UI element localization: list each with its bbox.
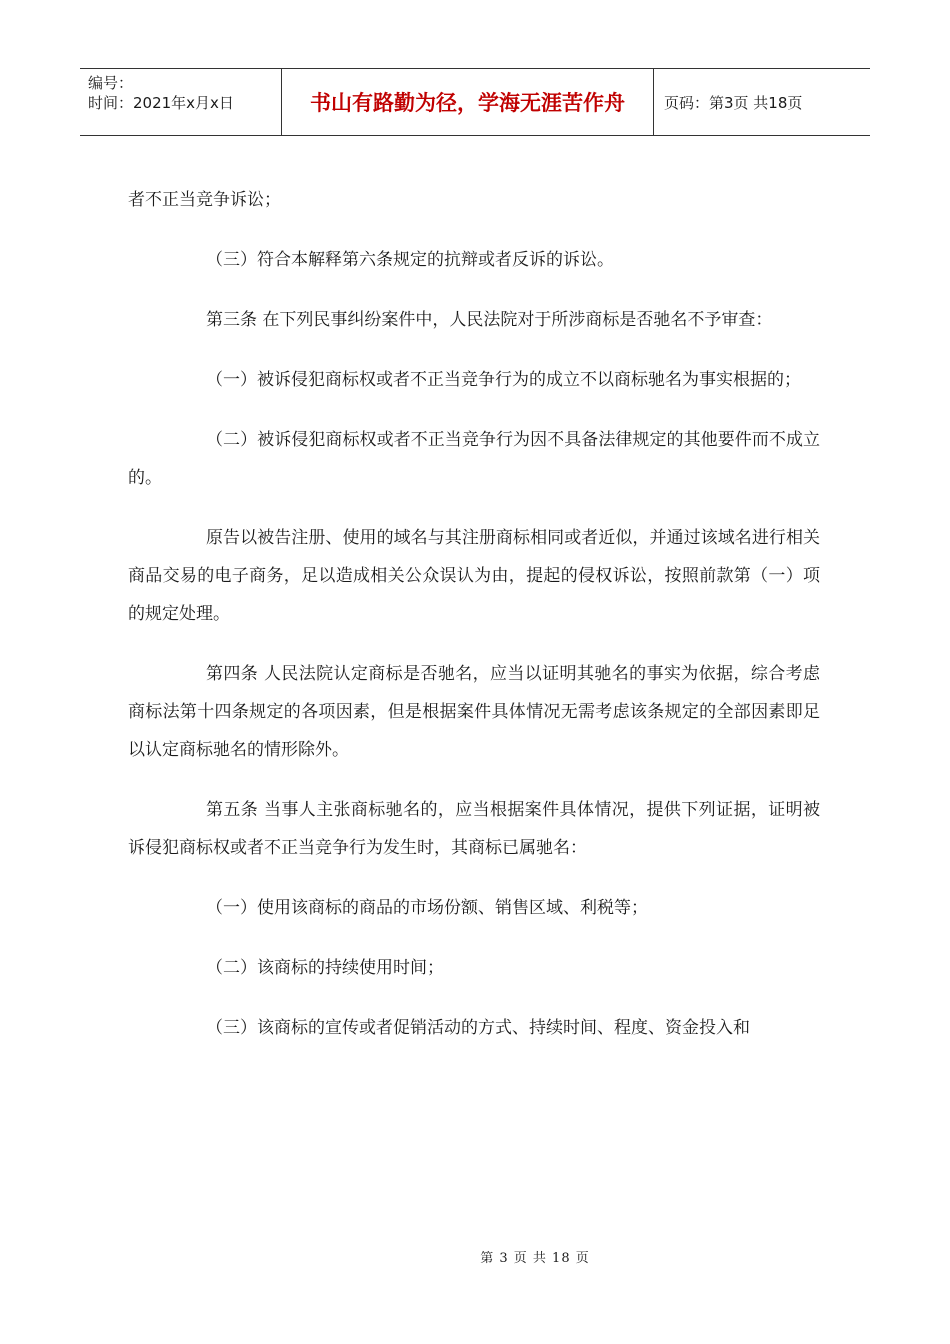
paragraph: 原告以被告注册、使用的域名与其注册商标相同或者近似，并通过该域名进行相关商品交易的电子商务，足以造成相关公众误认为由，提起的侵权诉讼，按照前款第（一）项的规定处理。	[128, 528, 820, 624]
header-meta	[80, 69, 282, 135]
paragraph: 第五条 当事人主张商标驰名的，应当根据案件具体情况，提供下列证据，证明被诉侵犯商标权或者不正当竞争行为发生时，其商标已属驰名：	[128, 800, 820, 858]
page-header	[80, 68, 870, 136]
paragraph: （一）使用该商标的商品的市场份额、销售区域、利税等；	[206, 898, 648, 918]
page-footer: 第 3 页 共 18 页	[480, 1251, 590, 1266]
document-body	[128, 181, 820, 1047]
paragraph: （二）被诉侵犯商标权或者不正当竞争行为因不具备法律规定的其他要件而不成立的。	[128, 430, 820, 488]
paragraph: 第四条 人民法院认定商标是否驰名，应当以证明其驰名的事实为依据，综合考虑商标法第十四条规定的各项因素，但是根据案件具体情况无需考虑该条规定的全部因素即足以认定商标驰名的情形除外。	[128, 664, 820, 760]
paragraph: （一）被诉侵犯商标权或者不正当竞争行为的成立不以商标驰名为事实根据的；	[206, 370, 801, 390]
document-time: 时间：2021年x月x日	[88, 94, 234, 112]
header-motto-cell	[282, 69, 654, 135]
paragraph: （二）该商标的持续使用时间；	[206, 958, 444, 978]
paragraph: （三）该商标的宣传或者促销活动的方式、持续时间、程度、资金投入和	[206, 1018, 750, 1038]
header-motto: 书山有路勤为径，学海无涯苦作舟	[310, 91, 625, 115]
header-page-info: 页码：第3页 共18页	[664, 93, 803, 112]
paragraph: 第三条 在下列民事纠纷案件中，人民法院对于所涉商标是否驰名不予审查：	[206, 310, 773, 330]
paragraph: （三）符合本解释第六条规定的抗辩或者反诉的诉讼。	[206, 250, 614, 270]
document-number: 编号：	[88, 74, 134, 92]
paragraph: 者不正当竞争诉讼；	[128, 190, 281, 210]
